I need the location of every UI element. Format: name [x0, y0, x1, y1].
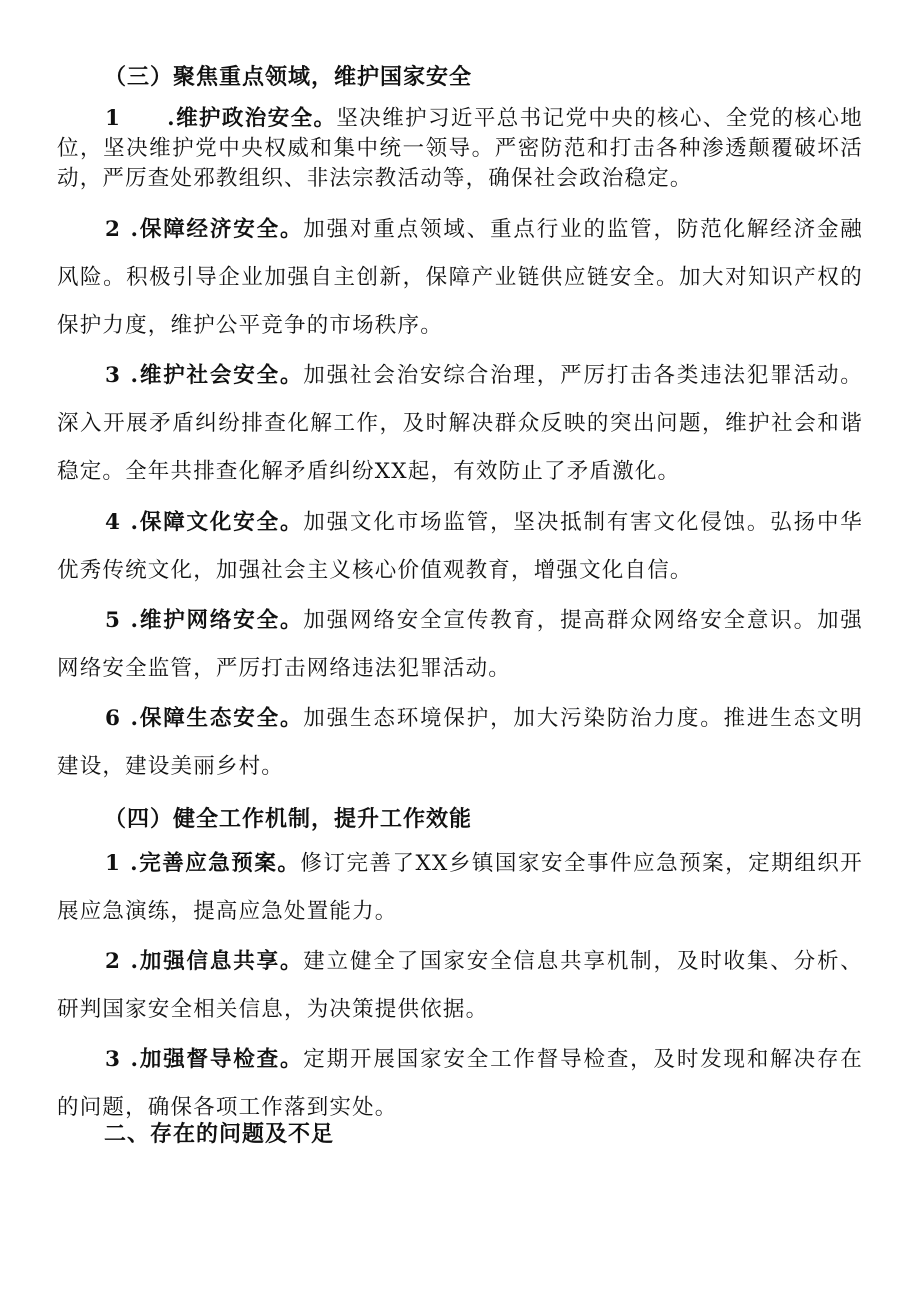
item-lead: 保障文化安全。 [139, 510, 304, 535]
item-body: 建立健全了国家安全信息共享机制，及时收集、分析、研判国家安全相关信息，为决策提供依据。 [57, 949, 864, 1022]
item-separator: . [121, 217, 140, 242]
item-lead: 维护社会安全。 [139, 363, 304, 388]
paragraph-cultural-security [57, 499, 863, 595]
item-separator: . [121, 851, 139, 876]
item-body: 定期开展国家安全工作督导检查，及时发现和解决存在的问题，确保各项工作落到实处。 [57, 1047, 864, 1120]
section-heading-4: （四）健全工作机制，提升工作效能 [104, 806, 473, 832]
section-heading-3: （三）聚焦重点领域，维护国家安全 [104, 64, 473, 90]
paragraph-political-security [57, 104, 863, 194]
paragraph-emergency-plan [57, 840, 863, 936]
item-separator: . [121, 510, 140, 535]
item-number: 5 [105, 608, 122, 633]
item-body: 加强文化市场监管，坚决抵制有害文化侵蚀。弘扬中华优秀传统文化，加强社会主义核心价值观教育，增强文化自信。 [57, 510, 864, 583]
item-lead: 加强督导检查。 [139, 1047, 304, 1072]
item-body: 加强社会治安综合治理，严厉打击各类违法犯罪活动。深入开展矛盾纠纷排查化解工作，及时解决群众反映的突出问题，维护社会和谐稳定。全年共排查化解矛盾纠纷XX起，有效防止了矛盾激化。 [57, 363, 864, 484]
paragraph-economic-security [57, 206, 863, 350]
paragraph-information-sharing [57, 938, 863, 1034]
item-number: 6 [105, 706, 122, 731]
item-separator: . [121, 706, 140, 731]
item-body: 修订完善了XX乡镇国家安全事件应急预案，定期组织开展应急演练，提高应急处置能力。 [57, 851, 863, 924]
item-body: 坚决维护习近平总书记党中央的核心、全党的核心地位，坚决维护党中央权威和集中统一领导。严密防范和打击各种渗透颠覆破坏活动，严厉查处邪教组织、非法宗教活动等，确保社会政治稳定。 [57, 106, 863, 191]
item-number: 2 [105, 949, 122, 974]
item-lead: 加强信息共享。 [139, 949, 304, 974]
item-lead: 保障生态安全。 [139, 706, 304, 731]
item-lead: 完善应急预案。 [138, 851, 301, 876]
item-number: 1 [105, 106, 122, 131]
item-separator: . [121, 1047, 140, 1072]
paragraph-social-security [57, 352, 863, 496]
item-lead: 维护政治安全。 [175, 106, 337, 131]
item-number: 1 [105, 851, 122, 876]
item-separator: . [121, 608, 140, 633]
paragraph-ecological-security [57, 695, 863, 791]
item-separator: . [121, 106, 176, 131]
item-number: 3 [105, 363, 122, 388]
item-number: 4 [105, 510, 122, 535]
item-separator: . [121, 949, 140, 974]
paragraph-network-security [57, 597, 863, 693]
item-body: 加强生态环境保护，加大污染防治力度。推进生态文明建设，建设美丽乡村。 [57, 706, 864, 779]
item-body: 加强对重点领域、重点行业的监管，防范化解经济金融风险。积极引导企业加强自主创新，保障产业链供应链安全。加大对知识产权的保护力度，维护公平竞争的市场秩序。 [57, 217, 864, 338]
item-number: 2 [105, 217, 122, 242]
item-separator: . [121, 363, 140, 388]
part-heading-2: 二、存在的问题及不足 [104, 1121, 335, 1147]
item-lead: 保障经济安全。 [139, 217, 304, 242]
item-number: 3 [105, 1047, 122, 1072]
item-body: 加强网络安全宣传教育，提高群众网络安全意识。加强网络安全监管，严厉打击网络违法犯罪活动。 [57, 608, 864, 681]
item-lead: 维护网络安全。 [139, 608, 304, 633]
